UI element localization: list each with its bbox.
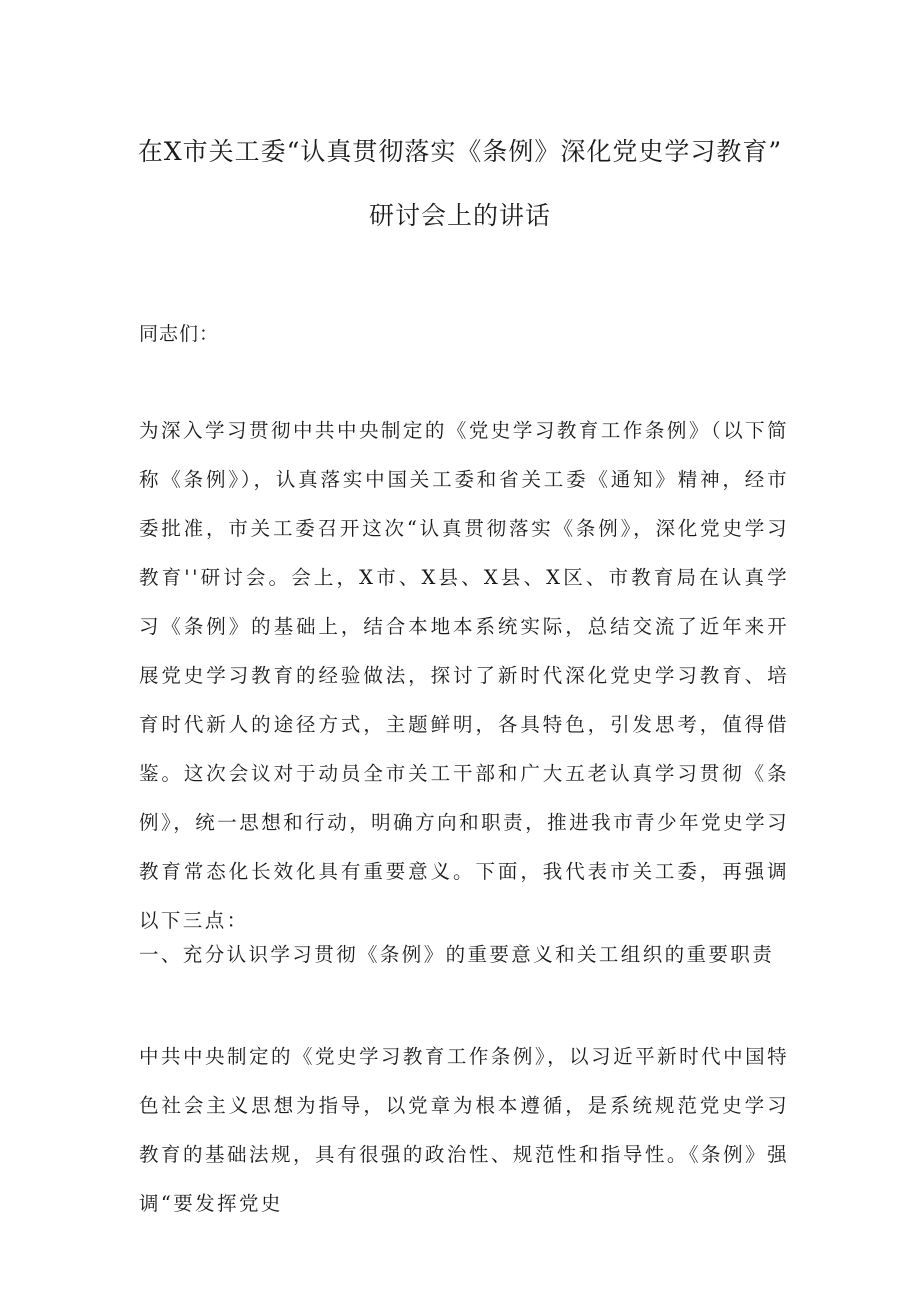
document-title-line-2: 研讨会上的讲话 (368, 201, 551, 230)
document-title-line-1: 在X市关工委“认真贯彻落实《条例》深化党史学习教育” (137, 137, 783, 166)
section-1-paragraph: 中共中央制定的《党史学习教育工作条例》，以习近平新时代中国特色社会主义思想为指导，以党章为根本遵循，是系统规范党史学习教育的基础法规，具有很强的政治性、规范性和指导性。《条例》强调“要发挥党史 (139, 1045, 789, 1215)
intro-paragraph: 为深入学习贯彻中共中央制定的《党史学习教育工作条例》（以下简称《条例》），认真落实中国关工委和省关工委《通知》精神，经市委批准，市关工委召开这次“认真贯彻落实《条例》，深化党史学习教育''研讨会。会上，X市、X县、X县、X区、市教育局在认真学习《条例》的基础上，结合本地本系统实际，总结交流了近年来开展党史学习教育的经验做法，探讨了新时代深化党史学习教育、培育时代新人的途径方式，主题鲜明，各具特色，引发思考，值得借鉴。这次会议对于动员全市关工干部和广大五老认真学习贯彻《条例》，统一思想和行动，明确方向和职责，推进我市青少年党史学习教育常态化长效化具有重要意义。下面，我代表市关工委，再强调以下三点： (139, 419, 789, 932)
greeting: 同志们： (139, 323, 220, 345)
section-1-heading: 一、充分认识学习贯彻《条例》的重要意义和关工组织的重要职责 (139, 943, 775, 966)
